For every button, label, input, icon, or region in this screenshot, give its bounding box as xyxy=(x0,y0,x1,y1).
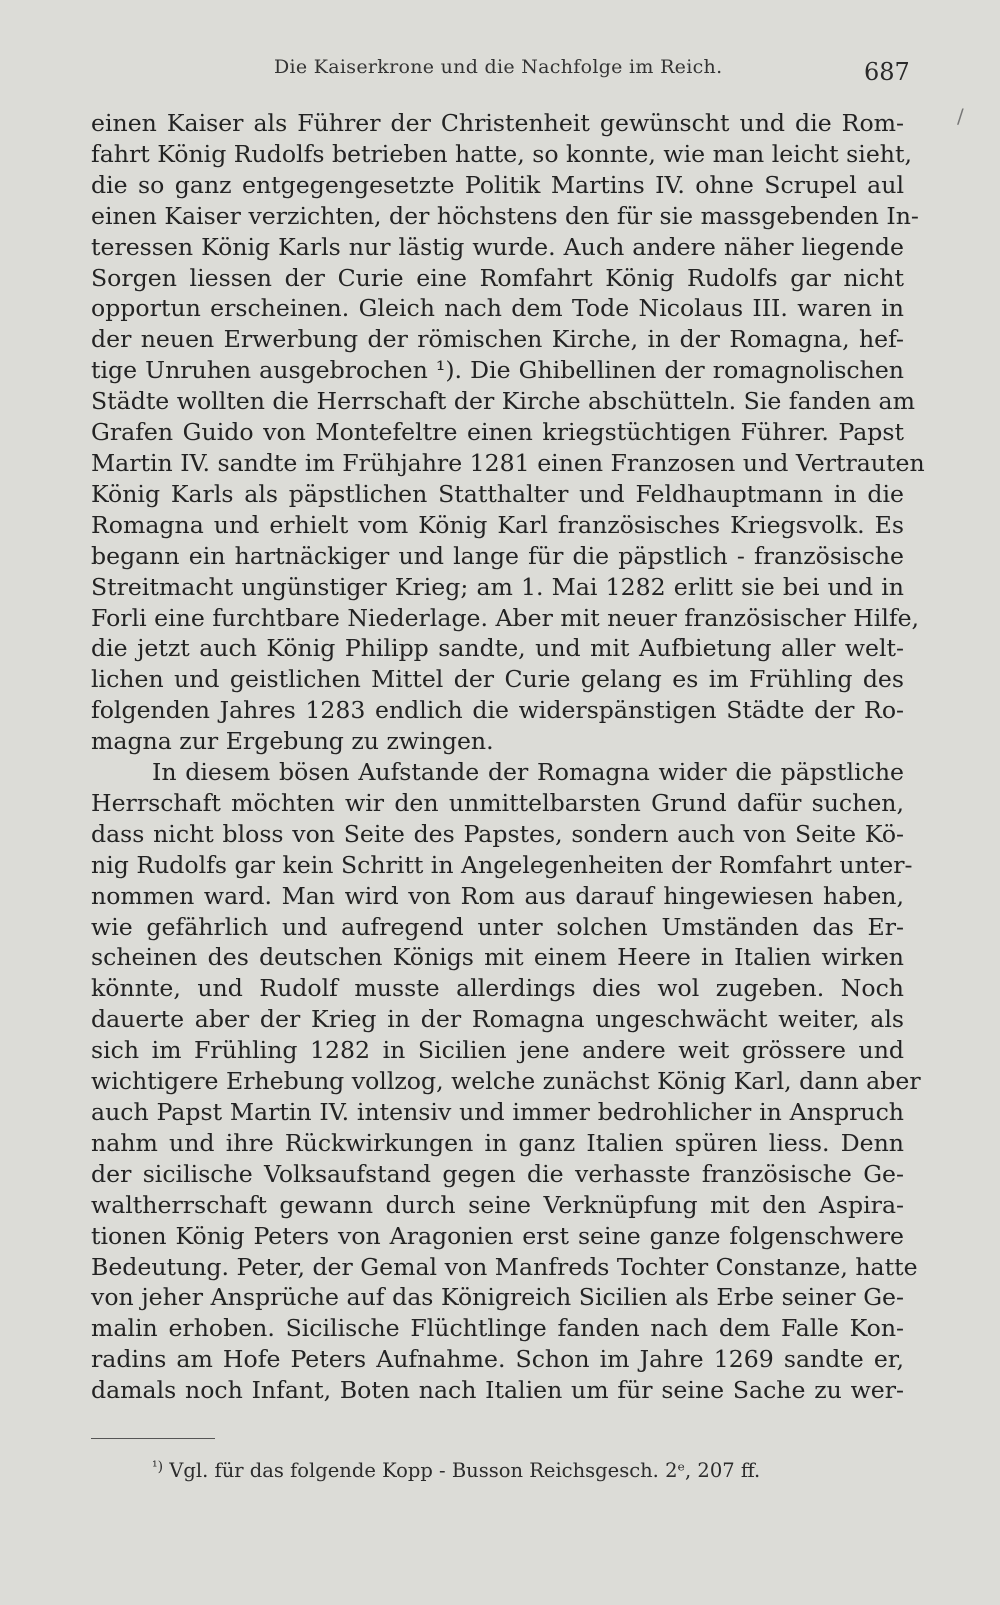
body-line: Martin IV. sandte im Frühjahre 1281 einen Franzosen und Vertrauten xyxy=(91,448,925,477)
body-line: lichen und geistlichen Mittel der Curie gelang es im Frühling des xyxy=(91,665,904,694)
body-line: Streitmacht ungünstiger Krieg; am 1. Mai 1282 erlitt sie bei und in xyxy=(91,572,904,601)
body-line: tionen König Peters von Aragonien erst seine ganze folgenschwere xyxy=(91,1221,904,1250)
body-line: nommen ward. Man wird von Rom aus darauf hingewiesen haben, xyxy=(91,881,904,910)
body-line: scheinen des deutschen Königs mit einem Heere in Italien wirken xyxy=(91,943,904,972)
body-line: Forli eine furchtbare Niederlage. Aber mit neuer französischer Hilfe, xyxy=(91,603,920,632)
body-line: waltherrschaft gewann durch seine Verknüpfung mit den Aspira- xyxy=(91,1190,904,1219)
body-text xyxy=(91,108,925,1406)
body-line: begann ein hartnäckiger und lange für die päpstlich - französische xyxy=(91,541,904,570)
body-line: Romagna und erhielt vom König Karl französisches Kriegsvolk. Es xyxy=(91,510,904,539)
body-line: Städte wollten die Herrschaft der Kirche abschütteln. Sie fanden am xyxy=(91,387,915,416)
body-line: nig Rudolfs gar kein Schritt in Angelegenheiten der Romfahrt unter- xyxy=(91,850,913,879)
body-line: von jeher Ansprüche auf das Königreich Sicilien als Erbe seiner Ge- xyxy=(91,1283,904,1312)
body-line: die so ganz entgegengesetzte Politik Martins IV. ohne Scrupel aul xyxy=(91,170,904,199)
body-line: dass nicht bloss von Seite des Papstes, sondern auch von Seite Kö- xyxy=(91,819,904,848)
body-line: Herrschaft möchten wir den unmittelbarsten Grund dafür suchen, xyxy=(91,788,904,817)
body-line: Grafen Guido von Montefeltre einen kriegstüchtigen Führer. Papst xyxy=(91,418,904,447)
body-line: tige Unruhen ausgebrochen ¹). Die Ghibellinen der romagnolischen xyxy=(91,356,904,385)
body-line: der sicilische Volksaufstand gegen die verhasste französische Ge- xyxy=(91,1159,904,1188)
body-line: malin erhoben. Sicilische Flüchtlinge fanden nach dem Falle Kon- xyxy=(91,1314,904,1343)
body-line: teressen König Karls nur lästig wurde. Auch andere näher liegende xyxy=(91,232,904,261)
body-line: einen Kaiser verzichten, der höchstens den für sie massgebenden In- xyxy=(91,201,919,230)
body-line: sich im Frühling 1282 in Sicilien jene andere weit grössere und xyxy=(91,1036,904,1065)
body-line: Sorgen liessen der Curie eine Romfahrt König Rudolfs gar nicht xyxy=(91,263,904,292)
footnote-marker: ¹) xyxy=(152,1459,164,1475)
body-line: nahm und ihre Rückwirkungen in ganz Italien spüren liess. Denn xyxy=(91,1128,904,1157)
body-line: fahrt König Rudolfs betrieben hatte, so konnte, wie man leicht sieht, xyxy=(91,139,912,168)
body-line: wie gefährlich und aufregend unter solchen Umständen das Er- xyxy=(91,912,904,941)
margin-mark: / xyxy=(957,104,964,128)
body-line: Bedeutung. Peter, der Gemal von Manfreds Tochter Constanze, hatte xyxy=(91,1252,918,1281)
body-line: dauerte aber der Krieg in der Romagna ungeschwächt weiter, als xyxy=(91,1005,904,1034)
body-line: König Karls als päpstlichen Statthalter und Feldhauptmann in die xyxy=(91,479,904,508)
body-line: In diesem bösen Aufstande der Romagna wider die päpstliche xyxy=(152,758,904,787)
body-line: die jetzt auch König Philipp sandte, und mit Aufbietung aller welt- xyxy=(91,634,904,663)
body-line: magna zur Ergebung zu zwingen. xyxy=(91,727,494,756)
running-head: Die Kaiserkrone und die Nachfolge im Reich. xyxy=(274,56,723,78)
body-line: der neuen Erwerbung der römischen Kirche, in der Romagna, hef- xyxy=(91,325,904,354)
body-line: damals noch Infant, Boten nach Italien um für seine Sache zu wer- xyxy=(91,1376,904,1405)
body-line: könnte, und Rudolf musste allerdings dies wol zugeben. Noch xyxy=(91,974,904,1003)
body-line: radins am Hofe Peters Aufnahme. Schon im Jahre 1269 sandte er, xyxy=(91,1345,904,1374)
body-line: opportun erscheinen. Gleich nach dem Tode Nicolaus III. waren in xyxy=(91,294,904,323)
footnote xyxy=(152,1459,760,1482)
body-line: wichtigere Erhebung vollzog, welche zunächst König Karl, dann aber xyxy=(91,1067,921,1096)
footnote-text: Vgl. für das folgende Kopp - Busson Reichsgesch. 2ᵉ, 207 ff. xyxy=(169,1459,761,1482)
body-line: folgenden Jahres 1283 endlich die widerspänstigen Städte der Ro- xyxy=(91,696,904,725)
footnote-rule xyxy=(91,1438,215,1439)
body-line: auch Papst Martin IV. intensiv und immer bedrohlicher in Anspruch xyxy=(91,1098,904,1126)
page-number: 687 xyxy=(864,58,910,86)
body-line: einen Kaiser als Führer der Christenheit gewünscht und die Rom- xyxy=(91,109,904,137)
